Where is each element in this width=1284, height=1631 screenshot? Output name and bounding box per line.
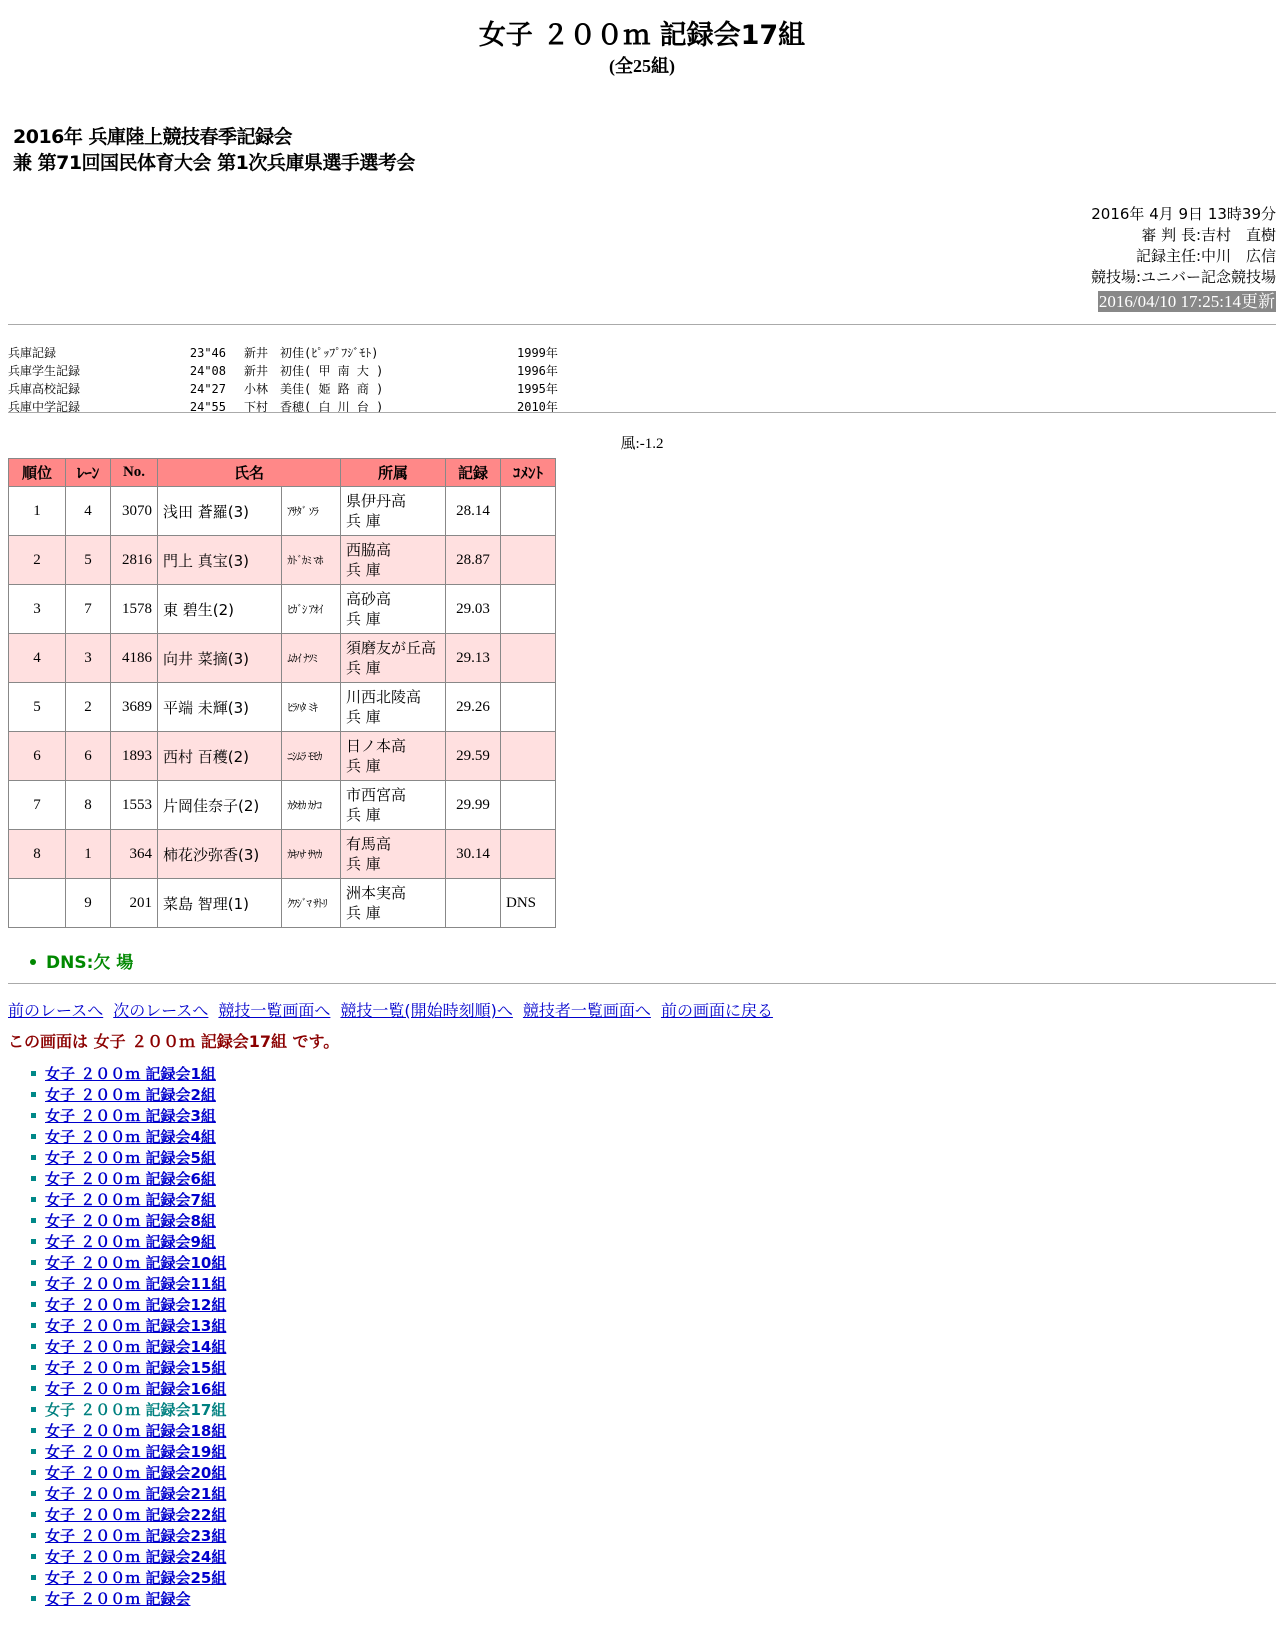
dns-legend-text: DNS:欠 場 bbox=[46, 953, 134, 973]
bullet-icon bbox=[31, 1575, 36, 1580]
bullet-icon bbox=[31, 1218, 36, 1223]
record-row bbox=[8, 398, 577, 416]
heat-link[interactable]: 女子 ２００ｍ 記録会14組 bbox=[45, 1338, 227, 1356]
team-prefecture: 兵 庫 bbox=[346, 757, 381, 775]
heat-list-item bbox=[30, 1127, 226, 1148]
heat-link[interactable]: 女子 ２００ｍ 記録会24組 bbox=[45, 1548, 227, 1566]
bullet-icon bbox=[31, 1155, 36, 1160]
heat-list-item bbox=[30, 1358, 226, 1379]
team-cell bbox=[341, 683, 446, 732]
bib-cell: 4186 bbox=[111, 634, 158, 683]
bullet-icon bbox=[31, 1239, 36, 1244]
heat-link[interactable]: 女子 ２００ｍ 記録会18組 bbox=[45, 1422, 227, 1440]
heat-list-item bbox=[30, 1169, 226, 1190]
heat-link[interactable]: 女子 ２００ｍ 記録会21組 bbox=[45, 1485, 227, 1503]
athlete-name: 片岡佳奈子(2) bbox=[158, 781, 282, 830]
bullet-icon bbox=[31, 1407, 36, 1412]
team-cell bbox=[341, 830, 446, 879]
record-time: 24"08 bbox=[189, 364, 226, 378]
team-prefecture: 兵 庫 bbox=[346, 806, 381, 824]
bullet-icon bbox=[31, 1344, 36, 1349]
heat-list-item bbox=[30, 1505, 226, 1526]
heat-list-item bbox=[30, 1211, 226, 1232]
bib-cell: 2816 bbox=[111, 536, 158, 585]
header-rank: 順位 bbox=[9, 459, 66, 487]
team-cell bbox=[341, 879, 446, 928]
bullet-icon bbox=[31, 1176, 36, 1181]
record-row bbox=[8, 380, 577, 398]
record-holder: 小林 美佳( 姫 路 商 ) bbox=[244, 382, 384, 396]
team-name: 高砂高 bbox=[346, 590, 392, 608]
divider bbox=[8, 983, 1276, 984]
nav-link[interactable]: 前のレースへ bbox=[8, 1001, 104, 1020]
team-name: 洲本実高 bbox=[346, 884, 407, 902]
bib-cell: 1578 bbox=[111, 585, 158, 634]
heat-link[interactable]: 女子 ２００ｍ 記録会7組 bbox=[45, 1191, 216, 1209]
athlete-name: 門上 真宝(3) bbox=[158, 536, 282, 585]
heat-list-item bbox=[30, 1400, 226, 1421]
athlete-name: 平端 未輝(3) bbox=[158, 683, 282, 732]
team-prefecture: 兵 庫 bbox=[346, 855, 381, 873]
bib-cell: 201 bbox=[111, 879, 158, 928]
team-cell bbox=[341, 634, 446, 683]
heat-list-item bbox=[30, 1589, 226, 1610]
team-name: 市西宮高 bbox=[346, 786, 407, 804]
heat-list-item bbox=[30, 1547, 226, 1568]
bullet-icon bbox=[31, 1071, 36, 1076]
heat-link[interactable]: 女子 ２００ｍ 記録会10組 bbox=[45, 1254, 227, 1272]
heat-link[interactable]: 女子 ２００ｍ 記録会1組 bbox=[45, 1065, 216, 1083]
record-time: 23"46 bbox=[189, 346, 226, 360]
bullet-icon bbox=[31, 1554, 36, 1559]
team-prefecture: 兵 庫 bbox=[346, 708, 381, 726]
heat-list-item bbox=[30, 1379, 226, 1400]
record-cell: 29.26 bbox=[446, 683, 501, 732]
team-name: 川西北陵高 bbox=[346, 688, 422, 706]
heat-link[interactable]: 女子 ２００ｍ 記録会12組 bbox=[45, 1296, 227, 1314]
lane-cell: 2 bbox=[66, 683, 111, 732]
nav-link[interactable]: 競技者一覧画面へ bbox=[522, 1001, 651, 1020]
record-cell: 29.03 bbox=[446, 585, 501, 634]
team-name: 西脇高 bbox=[346, 541, 392, 559]
team-name: 日ノ本高 bbox=[346, 737, 407, 755]
record-year: 1996年 bbox=[517, 364, 558, 378]
heat-link[interactable]: 女子 ２００ｍ 記録会20組 bbox=[45, 1464, 227, 1482]
bullet-icon bbox=[31, 1365, 36, 1370]
record-time: 24"27 bbox=[189, 382, 226, 396]
heat-link[interactable]: 女子 ２００ｍ 記録会8組 bbox=[45, 1212, 216, 1230]
recorder: 記録主任:中川 広信 bbox=[1135, 247, 1276, 265]
bullet-icon bbox=[31, 1470, 36, 1475]
heat-list-item bbox=[30, 1442, 226, 1463]
heat-list-item bbox=[30, 1295, 226, 1316]
lane-cell: 6 bbox=[66, 732, 111, 781]
athlete-kana: ｶﾀｵｶ ｶﾅｺ bbox=[282, 781, 341, 830]
updated-timestamp: 2016/04/10 17:25:14更新 bbox=[1098, 292, 1275, 311]
wind-reading: 風:-1.2 bbox=[620, 436, 664, 452]
heat-list-item bbox=[30, 1274, 226, 1295]
record-cell: 29.99 bbox=[446, 781, 501, 830]
bullet-icon bbox=[30, 959, 36, 965]
meet-title bbox=[13, 124, 1284, 176]
record-row bbox=[8, 344, 577, 362]
header-record: 記録 bbox=[446, 459, 501, 487]
lane-cell: 7 bbox=[66, 585, 111, 634]
nav-link[interactable]: 前の画面に戻る bbox=[660, 1001, 773, 1020]
referee: 審 判 長:吉村 直樹 bbox=[1141, 226, 1276, 244]
bullet-icon bbox=[31, 1260, 36, 1265]
divider bbox=[8, 412, 1276, 413]
heat-link[interactable]: 女子 ２００ｍ 記録会17組 bbox=[45, 1401, 227, 1419]
bib-cell: 1553 bbox=[111, 781, 158, 830]
lane-cell: 8 bbox=[66, 781, 111, 830]
page-header bbox=[0, 18, 1284, 78]
athlete-name: 柿花沙弥香(3) bbox=[158, 830, 282, 879]
divider bbox=[8, 324, 1276, 325]
heat-list-item bbox=[30, 1106, 226, 1127]
header-lane: ﾚｰﾝ bbox=[66, 459, 111, 487]
athlete-name: 西村 百穫(2) bbox=[158, 732, 282, 781]
record-label: 兵庫中学記録 bbox=[8, 400, 81, 414]
heat-link[interactable]: 女子 ２００ｍ 記録会13組 bbox=[45, 1317, 227, 1335]
heat-link[interactable]: 女子 ２００ｍ 記録会11組 bbox=[45, 1275, 227, 1293]
bullet-icon bbox=[31, 1113, 36, 1118]
comment-cell bbox=[501, 830, 556, 879]
team-prefecture: 兵 庫 bbox=[346, 904, 381, 922]
athlete-kana: ｱｻﾀﾞ ｿﾗ bbox=[282, 487, 341, 536]
team-cell bbox=[341, 487, 446, 536]
comment-cell: DNS bbox=[501, 879, 556, 928]
venue: 競技場:ユニバー記念競技場 bbox=[1090, 268, 1276, 286]
record-holder: 新井 初佳( 甲 南 大 ) bbox=[244, 364, 384, 378]
comment-cell bbox=[501, 683, 556, 732]
bullet-icon bbox=[31, 1491, 36, 1496]
comment-cell bbox=[501, 732, 556, 781]
athlete-kana: ﾋﾗﾊﾀ ﾐｷ bbox=[282, 683, 341, 732]
event-datetime: 2016年 4月 9日 13時39分 bbox=[1091, 205, 1276, 223]
table-row bbox=[9, 585, 556, 634]
heat-list-item bbox=[30, 1568, 226, 1589]
team-cell bbox=[341, 585, 446, 634]
heat-list-item bbox=[30, 1190, 226, 1211]
heat-link[interactable]: 女子 ２００ｍ 記録会22組 bbox=[45, 1506, 227, 1524]
bullet-icon bbox=[31, 1197, 36, 1202]
heat-list bbox=[30, 1064, 226, 1610]
event-info bbox=[1091, 204, 1276, 313]
heat-link[interactable]: 女子 ２００ｍ 記録会6組 bbox=[45, 1170, 216, 1188]
record-label: 兵庫記録 bbox=[8, 346, 57, 360]
record-cell: 29.59 bbox=[446, 732, 501, 781]
team-name: 有馬高 bbox=[346, 835, 392, 853]
team-prefecture: 兵 庫 bbox=[346, 659, 381, 677]
bullet-icon bbox=[31, 1302, 36, 1307]
team-cell bbox=[341, 732, 446, 781]
rank-cell: 4 bbox=[9, 634, 66, 683]
table-row bbox=[9, 781, 556, 830]
lane-cell: 5 bbox=[66, 536, 111, 585]
record-cell: 28.14 bbox=[446, 487, 501, 536]
header-comment: ｺﾒﾝﾄ bbox=[501, 459, 556, 487]
header-team: 所属 bbox=[341, 459, 446, 487]
page-title: 女子 ２００ｍ 記録会17組 bbox=[478, 20, 806, 51]
athlete-kana: ｸﾜｼﾞﾏ ｻﾄﾘ bbox=[282, 879, 341, 928]
table-row bbox=[9, 536, 556, 585]
results-table bbox=[8, 458, 556, 928]
table-row bbox=[9, 879, 556, 928]
current-page-text: この画面は 女子 ２００ｍ 記録会17組 です。 bbox=[8, 1032, 340, 1051]
heat-link[interactable]: 女子 ２００ｍ 記録会9組 bbox=[45, 1233, 216, 1251]
dns-legend bbox=[30, 948, 133, 973]
record-cell: 30.14 bbox=[446, 830, 501, 879]
heat-list-item bbox=[30, 1064, 226, 1085]
bullet-icon bbox=[31, 1323, 36, 1328]
record-label: 兵庫学生記録 bbox=[8, 364, 81, 378]
record-cell bbox=[446, 879, 501, 928]
heat-link[interactable]: 女子 ２００ｍ 記録会25組 bbox=[45, 1569, 227, 1587]
heat-link[interactable]: 女子 ２００ｍ 記録会23組 bbox=[45, 1527, 227, 1545]
team-cell bbox=[341, 781, 446, 830]
bullet-icon bbox=[31, 1092, 36, 1097]
comment-cell bbox=[501, 781, 556, 830]
rank-cell: 8 bbox=[9, 830, 66, 879]
bullet-icon bbox=[31, 1533, 36, 1538]
team-cell bbox=[341, 536, 446, 585]
record-time: 24"55 bbox=[189, 400, 226, 414]
record-holder: 下村 香穂( 白 川 台 ) bbox=[244, 400, 384, 414]
meet-title-line2: 兼 第71回国民体育大会 第1次兵庫県選手選考会 bbox=[13, 152, 415, 174]
table-row bbox=[9, 487, 556, 536]
heat-list-item bbox=[30, 1526, 226, 1547]
lane-cell: 9 bbox=[66, 879, 111, 928]
athlete-name: 菜島 智理(1) bbox=[158, 879, 282, 928]
heat-link[interactable]: 女子 ２００ｍ 記録会3組 bbox=[45, 1107, 216, 1125]
comment-cell bbox=[501, 634, 556, 683]
heat-link[interactable]: 女子 ２００ｍ 記録会5組 bbox=[45, 1149, 216, 1167]
athlete-kana: ﾋｶﾞｼ ｱｵｲ bbox=[282, 585, 341, 634]
nav-link[interactable]: 次のレースへ bbox=[113, 1001, 209, 1020]
team-prefecture: 兵 庫 bbox=[346, 512, 381, 530]
record-cell: 28.87 bbox=[446, 536, 501, 585]
heat-list-item bbox=[30, 1232, 226, 1253]
athlete-kana: ｶﾄﾞｶﾐ ﾏﾎ bbox=[282, 536, 341, 585]
heat-link[interactable]: 女子 ２００ｍ 記録会 bbox=[45, 1590, 191, 1608]
comment-cell bbox=[501, 585, 556, 634]
bib-cell: 3689 bbox=[111, 683, 158, 732]
table-row bbox=[9, 634, 556, 683]
record-year: 1999年 bbox=[517, 346, 558, 360]
table-row bbox=[9, 683, 556, 732]
rank-cell: 3 bbox=[9, 585, 66, 634]
team-prefecture: 兵 庫 bbox=[346, 561, 381, 579]
team-prefecture: 兵 庫 bbox=[346, 610, 381, 628]
heat-link[interactable]: 女子 ２００ｍ 記録会4組 bbox=[45, 1128, 216, 1146]
bullet-icon bbox=[31, 1386, 36, 1391]
rank-cell: 2 bbox=[9, 536, 66, 585]
athlete-kana: ﾆｼﾑﾗ ﾓﾓｶ bbox=[282, 732, 341, 781]
heat-list-item bbox=[30, 1337, 226, 1358]
record-cell: 29.13 bbox=[446, 634, 501, 683]
heat-list-item bbox=[30, 1253, 226, 1274]
bullet-icon bbox=[31, 1512, 36, 1517]
nav-link[interactable]: 競技一覧画面へ bbox=[218, 1001, 331, 1020]
nav-link[interactable]: 競技一覧(開始時刻順)へ bbox=[340, 1001, 513, 1020]
heat-link[interactable]: 女子 ２００ｍ 記録会2組 bbox=[45, 1086, 216, 1104]
meet-title-line1: 2016年 兵庫陸上競技春季記録会 bbox=[13, 126, 292, 148]
navigation-links bbox=[8, 998, 783, 1021]
record-row bbox=[8, 362, 577, 380]
team-name: 県伊丹高 bbox=[346, 492, 407, 510]
heat-link[interactable]: 女子 ２００ｍ 記録会19組 bbox=[45, 1443, 227, 1461]
rank-cell bbox=[9, 879, 66, 928]
heat-list-item bbox=[30, 1484, 226, 1505]
bullet-icon bbox=[31, 1428, 36, 1433]
table-header-row bbox=[9, 459, 556, 487]
heat-list-item bbox=[30, 1316, 226, 1337]
team-name: 須磨友が丘高 bbox=[346, 639, 437, 657]
heat-list-item bbox=[30, 1148, 226, 1169]
heat-link[interactable]: 女子 ２００ｍ 記録会16組 bbox=[45, 1380, 227, 1398]
record-year: 2010年 bbox=[517, 400, 558, 414]
bullet-icon bbox=[31, 1281, 36, 1286]
athlete-kana: ﾑｶｲ ﾅﾂﾐ bbox=[282, 634, 341, 683]
reference-records bbox=[8, 344, 577, 416]
bullet-icon bbox=[31, 1449, 36, 1454]
record-label: 兵庫高校記録 bbox=[8, 382, 81, 396]
rank-cell: 5 bbox=[9, 683, 66, 732]
bib-cell: 1893 bbox=[111, 732, 158, 781]
bullet-icon bbox=[31, 1134, 36, 1139]
athlete-kana: ｶｷﾊﾅ ｻﾔｶ bbox=[282, 830, 341, 879]
record-year: 1995年 bbox=[517, 382, 558, 396]
page-subtitle: (全25組) bbox=[609, 56, 675, 76]
lane-cell: 4 bbox=[66, 487, 111, 536]
lane-cell: 1 bbox=[66, 830, 111, 879]
comment-cell bbox=[501, 536, 556, 585]
bib-cell: 3070 bbox=[111, 487, 158, 536]
rank-cell: 1 bbox=[9, 487, 66, 536]
heat-link[interactable]: 女子 ２００ｍ 記録会15組 bbox=[45, 1359, 227, 1377]
header-no: No. bbox=[111, 459, 158, 487]
heat-list-item bbox=[30, 1085, 226, 1106]
table-row bbox=[9, 732, 556, 781]
lane-cell: 3 bbox=[66, 634, 111, 683]
athlete-name: 東 碧生(2) bbox=[158, 585, 282, 634]
rank-cell: 6 bbox=[9, 732, 66, 781]
athlete-name: 向井 菜摘(3) bbox=[158, 634, 282, 683]
table-row bbox=[9, 830, 556, 879]
athlete-name: 浅田 蒼羅(3) bbox=[158, 487, 282, 536]
comment-cell bbox=[501, 487, 556, 536]
rank-cell: 7 bbox=[9, 781, 66, 830]
bib-cell: 364 bbox=[111, 830, 158, 879]
heat-list-item bbox=[30, 1421, 226, 1442]
heat-list-item bbox=[30, 1463, 226, 1484]
bullet-icon bbox=[31, 1596, 36, 1601]
record-holder: 新井 初佳(ﾋﾟｯﾌﾟﾌｼﾞﾓﾄ) bbox=[244, 346, 379, 360]
header-name: 氏名 bbox=[158, 459, 341, 487]
